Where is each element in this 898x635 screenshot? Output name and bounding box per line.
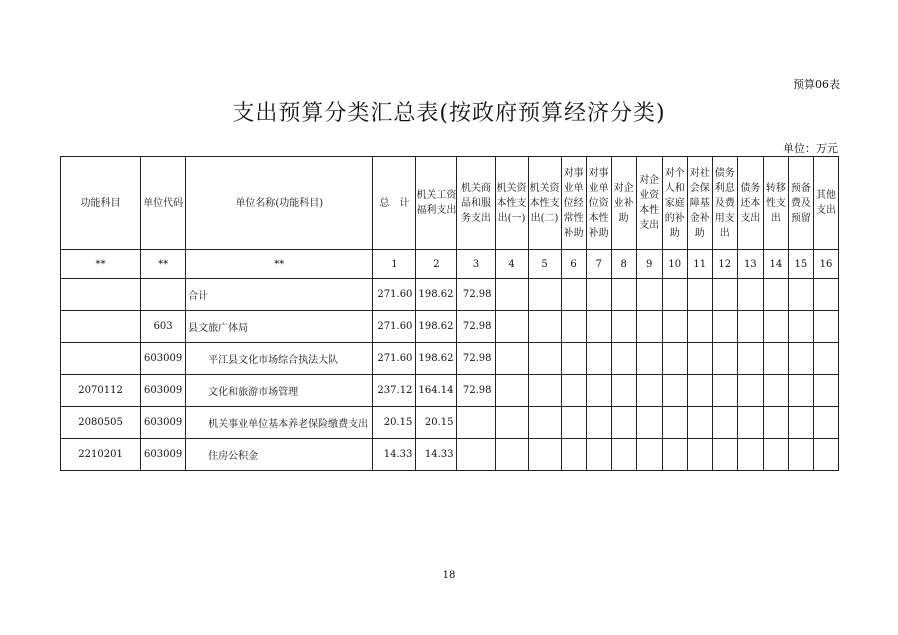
cell-empty — [495, 439, 528, 471]
cell-unit-code: 603009 — [141, 375, 186, 407]
cell-empty — [586, 343, 611, 375]
cell-empty — [788, 279, 813, 311]
cell-goods-services: 72.98 — [457, 343, 495, 375]
cell-empty — [662, 311, 687, 343]
index-cell: 12 — [712, 250, 737, 279]
unit-label: 单位：万元 — [783, 142, 838, 155]
cell-total: 237.12 — [373, 375, 416, 407]
col-header-enterprise-capital: 对企业资本性支出 — [636, 157, 662, 250]
cell-empty — [662, 279, 687, 311]
col-header-func-code: 功能科目 — [61, 157, 141, 250]
col-header-capital-2: 机关资本性支出(二) — [528, 157, 561, 250]
col-header-other: 其他支出 — [813, 157, 838, 250]
cell-empty — [737, 439, 763, 471]
cell-empty — [495, 407, 528, 439]
cell-goods-services: 72.98 — [457, 279, 495, 311]
col-header-unit-code: 单位代码 — [141, 157, 186, 250]
cell-empty — [636, 279, 662, 311]
table-row — [61, 375, 839, 407]
cell-unit-name: 住房公积金 — [186, 439, 373, 471]
cell-wages: 164.14 — [416, 375, 457, 407]
cell-unit-name: 文化和旅游市场管理 — [186, 375, 373, 407]
cell-empty — [586, 407, 611, 439]
cell-unit-code — [141, 279, 186, 311]
cell-empty — [763, 407, 788, 439]
cell-unit-name: 合计 — [186, 279, 373, 311]
cell-unit-name: 县文旅广体局 — [186, 311, 373, 343]
cell-empty — [813, 311, 838, 343]
cell-goods-services: 72.98 — [457, 375, 495, 407]
index-cell: 2 — [416, 250, 457, 279]
cell-empty — [495, 343, 528, 375]
cell-empty — [788, 407, 813, 439]
col-header-total: 总 计 — [373, 157, 416, 250]
col-header-enterprise-subsidy: 对企业补助 — [611, 157, 636, 250]
cell-empty — [788, 343, 813, 375]
index-cell: 6 — [561, 250, 586, 279]
cell-empty — [561, 279, 586, 311]
cell-empty — [528, 343, 561, 375]
cell-func-code: 2070112 — [61, 375, 141, 407]
cell-empty — [611, 407, 636, 439]
cell-unit-code: 603009 — [141, 407, 186, 439]
index-cell: 10 — [662, 250, 687, 279]
cell-empty — [737, 407, 763, 439]
cell-empty — [813, 343, 838, 375]
cell-empty — [763, 343, 788, 375]
cell-func-code — [61, 311, 141, 343]
page-number: 18 — [442, 570, 456, 581]
index-cell: 5 — [528, 250, 561, 279]
cell-empty — [763, 439, 788, 471]
cell-empty — [495, 311, 528, 343]
cell-wages: 14.33 — [416, 439, 457, 471]
index-cell: 7 — [586, 250, 611, 279]
cell-empty — [763, 311, 788, 343]
cell-empty — [611, 279, 636, 311]
cell-empty — [611, 311, 636, 343]
cell-empty — [662, 375, 687, 407]
col-header-transfer: 转移性支出 — [763, 157, 788, 250]
cell-empty — [687, 311, 712, 343]
index-cell: 9 — [636, 250, 662, 279]
cell-empty — [561, 311, 586, 343]
col-header-reserve: 预备费及预留 — [788, 157, 813, 250]
cell-total: 20.15 — [373, 407, 416, 439]
cell-empty — [737, 279, 763, 311]
cell-empty — [687, 407, 712, 439]
cell-empty — [687, 439, 712, 471]
cell-empty — [528, 407, 561, 439]
cell-empty — [737, 311, 763, 343]
cell-empty — [687, 375, 712, 407]
index-cell: 13 — [737, 250, 763, 279]
col-header-capital-1: 机关资本性支出(一) — [495, 157, 528, 250]
cell-total: 271.60 — [373, 279, 416, 311]
cell-empty — [813, 375, 838, 407]
cell-empty — [561, 439, 586, 471]
table-row — [61, 407, 839, 439]
cell-func-code: 2210201 — [61, 439, 141, 471]
cell-empty — [788, 375, 813, 407]
cell-empty — [561, 343, 586, 375]
index-cell: ** — [186, 250, 373, 279]
cell-empty — [561, 375, 586, 407]
cell-empty — [528, 279, 561, 311]
cell-empty — [586, 439, 611, 471]
index-cell: 4 — [495, 250, 528, 279]
index-row — [61, 250, 839, 279]
cell-empty — [586, 311, 611, 343]
col-header-unit-name: 单位名称(功能科目) — [186, 157, 373, 250]
cell-unit-code: 603009 — [141, 439, 186, 471]
cell-empty — [528, 311, 561, 343]
budget-table — [60, 156, 839, 471]
col-header-wages: 机关工资福利支出 — [416, 157, 457, 250]
col-header-debt-principal: 债务还本支出 — [737, 157, 763, 250]
cell-total: 271.60 — [373, 343, 416, 375]
cell-goods-services — [457, 439, 495, 471]
cell-empty — [636, 375, 662, 407]
cell-empty — [495, 279, 528, 311]
cell-empty — [712, 343, 737, 375]
cell-wages: 198.62 — [416, 343, 457, 375]
cell-unit-code: 603 — [141, 311, 186, 343]
cell-empty — [813, 279, 838, 311]
table-row — [61, 439, 839, 471]
index-cell: 16 — [813, 250, 838, 279]
cell-empty — [611, 375, 636, 407]
cell-unit-code: 603009 — [141, 343, 186, 375]
cell-empty — [611, 439, 636, 471]
page-title: 支出预算分类汇总表(按政府预算经济分类) — [232, 101, 666, 126]
cell-empty — [788, 439, 813, 471]
cell-empty — [712, 311, 737, 343]
col-header-inst-capital: 对事业单位资本性补助 — [586, 157, 611, 250]
cell-total: 14.33 — [373, 439, 416, 471]
index-cell: ** — [61, 250, 141, 279]
col-header-social-security: 对社会保障基金补助 — [687, 157, 712, 250]
cell-empty — [662, 407, 687, 439]
cell-empty — [528, 439, 561, 471]
cell-wages: 20.15 — [416, 407, 457, 439]
cell-func-code — [61, 279, 141, 311]
cell-unit-name: 平江县文化市场综合执法大队 — [186, 343, 373, 375]
cell-empty — [662, 439, 687, 471]
cell-empty — [687, 343, 712, 375]
index-cell: 15 — [788, 250, 813, 279]
cell-empty — [712, 439, 737, 471]
cell-unit-name: 机关事业单位基本养老保险缴费支出 — [186, 407, 373, 439]
index-cell: 14 — [763, 250, 788, 279]
cell-empty — [636, 439, 662, 471]
cell-func-code — [61, 343, 141, 375]
table-row — [61, 343, 839, 375]
cell-empty — [712, 375, 737, 407]
cell-empty — [763, 375, 788, 407]
cell-empty — [636, 311, 662, 343]
index-cell: ** — [141, 250, 186, 279]
cell-empty — [737, 343, 763, 375]
cell-empty — [662, 343, 687, 375]
cell-empty — [561, 407, 586, 439]
cell-empty — [813, 407, 838, 439]
cell-empty — [586, 279, 611, 311]
index-cell: 1 — [373, 250, 416, 279]
cell-func-code: 2080505 — [61, 407, 141, 439]
table-number: 预算06表 — [793, 78, 840, 91]
index-cell: 8 — [611, 250, 636, 279]
col-header-debt-interest: 债务利息及费用支出 — [712, 157, 737, 250]
col-header-goods-services: 机关商品和服务支出 — [457, 157, 495, 250]
cell-empty — [712, 407, 737, 439]
cell-empty — [813, 439, 838, 471]
cell-empty — [636, 343, 662, 375]
table-row — [61, 311, 839, 343]
cell-total: 271.60 — [373, 311, 416, 343]
cell-empty — [611, 343, 636, 375]
cell-empty — [586, 375, 611, 407]
col-header-household-subsidy: 对个人和家庭的补助 — [662, 157, 687, 250]
cell-empty — [687, 279, 712, 311]
table-row — [61, 279, 839, 311]
cell-goods-services: 72.98 — [457, 311, 495, 343]
cell-wages: 198.62 — [416, 311, 457, 343]
index-cell: 3 — [457, 250, 495, 279]
cell-empty — [788, 311, 813, 343]
cell-empty — [528, 375, 561, 407]
cell-empty — [495, 375, 528, 407]
cell-empty — [712, 279, 737, 311]
cell-empty — [636, 407, 662, 439]
cell-empty — [737, 375, 763, 407]
cell-empty — [763, 279, 788, 311]
col-header-inst-recurrent: 对事业单位经常性补助 — [561, 157, 586, 250]
cell-wages: 198.62 — [416, 279, 457, 311]
index-cell: 11 — [687, 250, 712, 279]
cell-goods-services — [457, 407, 495, 439]
